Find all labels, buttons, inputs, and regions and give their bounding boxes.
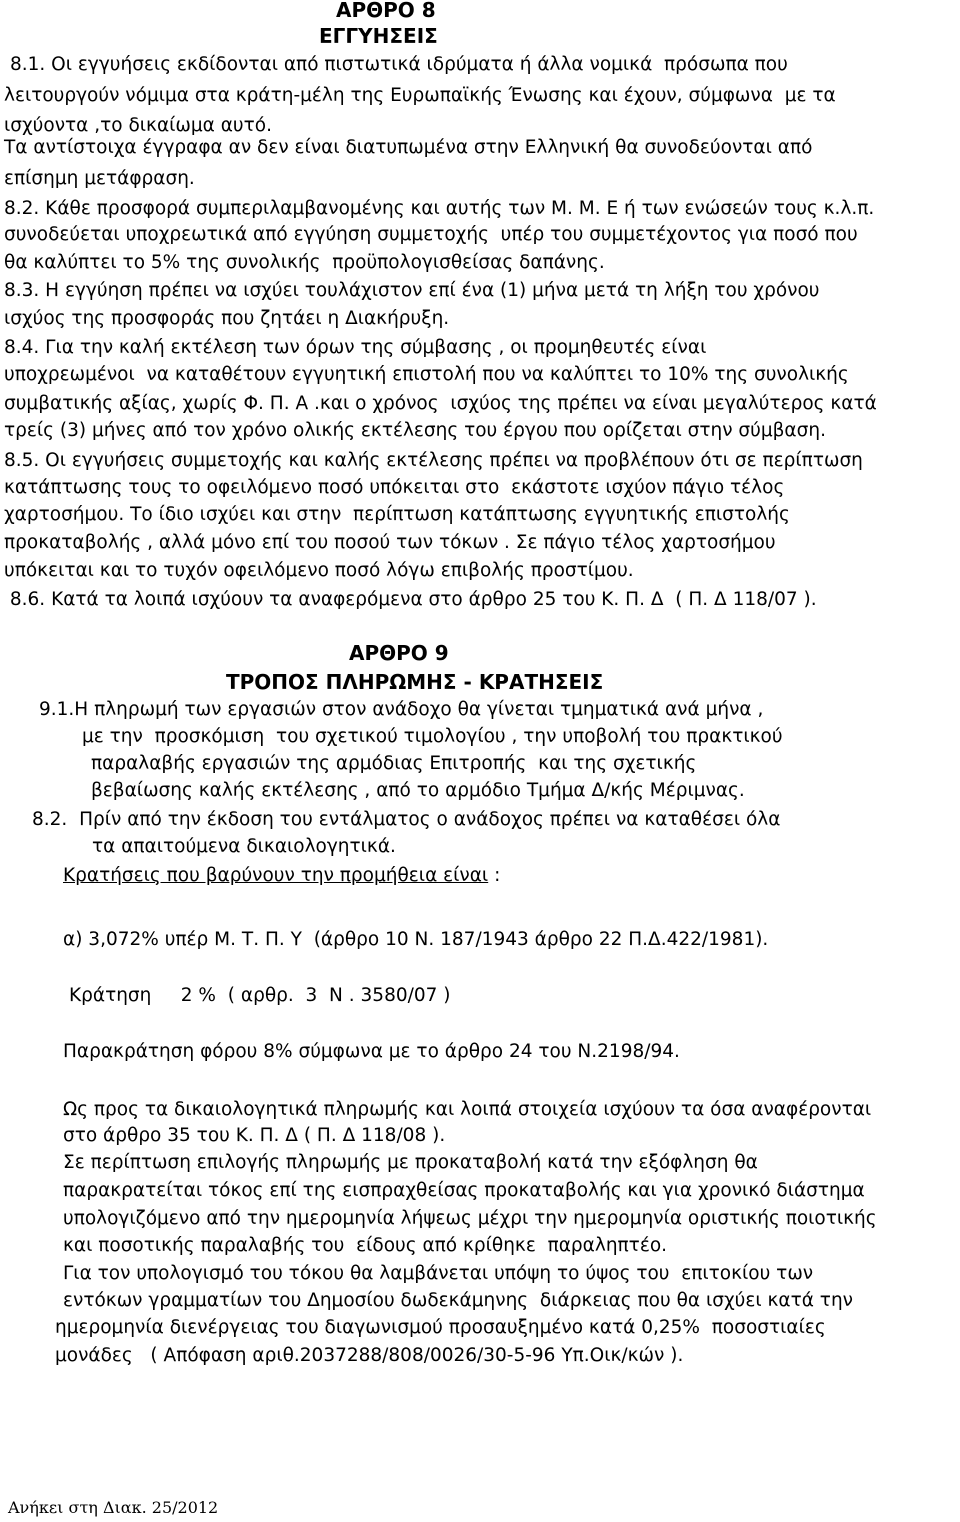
deductions-heading-row (63, 863, 500, 889)
article8-line: 8.5. Οι εγγυήσεις συμμετοχής και καλής εκτέλεσης πρέπει να προβλέπουν ότι σε περίπτωση (4, 450, 863, 471)
article8-line: χαρτοσήμου. Το ίδιο ισχύει και στην περίπτωση κατάπτωσης εγγυητικής επιστολής (4, 504, 790, 525)
deductions-heading: Κρατήσεις που βαρύνουν την προμήθεια είναι (63, 865, 489, 886)
article8-line: Τα αντίστοιχα έγγραφα αν δεν είναι διατυπωμένα στην Ελληνική θα συνοδεύονται από (4, 137, 813, 158)
closing-line: μονάδες ( Απόφαση αριθ.2037288/808/0026/30-5-96 Υπ.Οικ/κών ). (55, 1345, 684, 1366)
article8-line: 8.6. Κατά τα λοιπά ισχύουν τα αναφερόμενα στο άρθρο 25 του Κ. Π. Δ ( Π. Δ 118/07 ). (4, 589, 817, 610)
closing-line: Ως προς τα δικαιολογητικά πληρωμής και λοιπά στοιχεία ισχύουν τα όσα αναφέρονται (63, 1099, 872, 1120)
article8-subtitle: ΕΓΓΥΗΣΕΙΣ (319, 24, 438, 48)
article8-line: τρείς (3) μήνες από τον χρόνο ολικής εκτέλεσης του έργου που ορίζεται στην σύμβαση. (4, 420, 826, 441)
closing-line: υπολογιζόμενο από την ημερομηνία λήψεως μέχρι την ημερομηνία οριστικής ποιοτικής (63, 1208, 877, 1229)
article8-line: συμβατικής αξίας, χωρίς Φ. Π. Α .και ο χρόνος ισχύος της πρέπει να είναι μεγαλύτερος κατά (4, 393, 877, 414)
article8-line: επίσημη μετάφραση. (4, 168, 195, 189)
deductions-colon: : (488, 865, 501, 886)
article9-line: με την προσκόμιση του σχετικού τιμολογίου , την υποβολή του πρακτικού (82, 726, 783, 747)
closing-line: και ποσοτικής παραλαβής του είδους από κρίθηκε παραληπτέο. (63, 1235, 668, 1256)
article8-line: ισχύος της προσφοράς που ζητάει η Διακήρυξη. (4, 308, 450, 329)
deduction-item: Κράτηση 2 % ( αρθρ. 3 Ν . 3580/07 ) (69, 985, 451, 1006)
closing-line: Σε περίπτωση επιλογής πληρωμής με προκαταβολή κατά την εξόφληση θα (63, 1152, 758, 1173)
article8-line: προκαταβολής , αλλά μόνο επί του ποσού των τόκων . Σε πάγιο τέλος χαρτοσήμου (4, 532, 776, 553)
deduction-item: α) 3,072% υπέρ Μ. Τ. Π. Υ (άρθρο 10 Ν. 187/1943 άρθρο 22 Π.Δ.422/1981). (63, 929, 769, 950)
article9-subtitle: ΤΡΟΠΟΣ ΠΛΗΡΩΜΗΣ - ΚΡΑΤΗΣΕΙΣ (226, 670, 604, 694)
closing-line: στο άρθρο 35 του Κ. Π. Δ ( Π. Δ 118/08 ). (63, 1125, 446, 1146)
article8-line: λειτουργούν νόμιμα στα κράτη-μέλη της Ευρωπαϊκής Ένωσης και έχουν, σύμφωνα με τα (4, 85, 836, 106)
article8-line: 8.1. Οι εγγυήσεις εκδίδονται από πιστωτικά ιδρύματα ή άλλα νομικά πρόσωπα που (10, 54, 788, 75)
article8-line: 8.2. Κάθε προσφορά συμπεριλαμβανομένης και αυτής των Μ. Μ. Ε ή των ενώσεών τους κ.λ.π. (4, 198, 875, 219)
closing-line: εντόκων γραμματίων του Δημοσίου δωδεκάμηνης διάρκειας που θα ισχύει κατά την (63, 1290, 853, 1311)
deduction-item: Παρακράτηση φόρου 8% σύμφωνα με το άρθρο 24 του Ν.2198/94. (63, 1041, 680, 1062)
closing-line: Για τον υπολογισμό του τόκου θα λαμβάνεται υπόψη το ύψος του επιτοκίου των (63, 1263, 814, 1284)
article8-line: 8.3. Η εγγύηση πρέπει να ισχύει τουλάχιστον επί ένα (1) μήνα μετά τη λήξη του χρόνου (4, 280, 820, 301)
article8-title: ΑΡΘΡΟ 8 (336, 0, 436, 22)
article8-line: υπόκειται και το τυχόν οφειλόμενο ποσό λόγω επιβολής προστίμου. (4, 560, 634, 581)
article9-line: παραλαβής εργασιών της αρμόδιας Επιτροπής και της σχετικής (91, 753, 697, 774)
article8-line: ισχύοντα ,το δικαίωμα αυτό. (4, 115, 272, 136)
article8-line: κατάπτωσης τους το οφειλόμενο ποσό υπόκειται στο εκάστοτε ισχύον πάγιο τέλος (4, 477, 785, 498)
article9-line: τα απαιτούμενα δικαιολογητικά. (92, 836, 396, 857)
article9-line: 9.1.Η πληρωμή των εργασιών στον ανάδοχο θα γίνεται τμηματικά ανά μήνα , (39, 699, 764, 720)
article9-title: ΑΡΘΡΟ 9 (349, 641, 449, 665)
article8-line: θα καλύπτει το 5% της συνολικής προϋπολογισθείσας δαπάνης. (4, 252, 605, 273)
closing-line: ημερομηνία διενέργειας του διαγωνισμού προσαυξημένο κατά 0,25% ποσοστιαίες (55, 1317, 826, 1338)
page-footer: Ανήκει στη Διακ. 25/2012 (8, 1498, 219, 1517)
article8-line: 8.4. Για την καλή εκτέλεση των όρων της σύμβασης , οι προμηθευτές είναι (4, 337, 707, 358)
article9-line: 8.2. Πρίν από την έκδοση του εντάλματος ο ανάδοχος πρέπει να καταθέσει όλα (32, 809, 781, 830)
article8-line: υποχρεωμένοι να καταθέτουν εγγυητική επιστολή που να καλύπτει το 10% της συνολικής (4, 364, 849, 385)
article9-line: βεβαίωσης καλής εκτέλεσης , από το αρμόδιο Τμήμα Δ/κής Μέριμνας. (91, 780, 745, 801)
closing-line: παρακρατείται τόκος επί της εισπραχθείσας προκαταβολής και για χρονικό διάστημα (63, 1180, 865, 1201)
article8-line: συνοδεύεται υποχρεωτικά από εγγύηση συμμετοχής υπέρ του συμμετέχοντος για ποσό που (4, 224, 858, 245)
